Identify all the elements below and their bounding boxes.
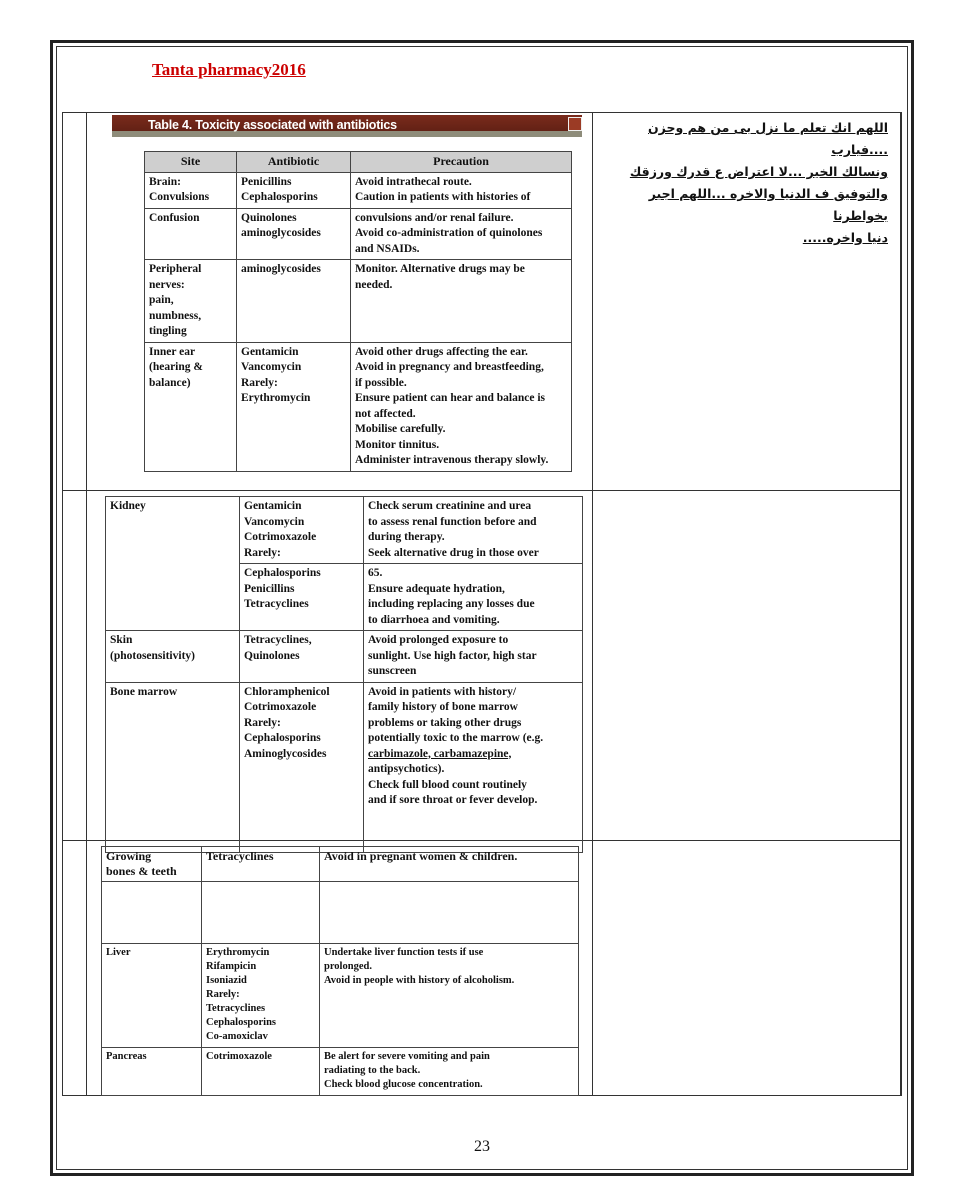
cell-line: Vancomycin <box>244 515 305 528</box>
cell-line: Peripheral <box>149 263 202 275</box>
arabic-prayer-note <box>596 117 888 249</box>
cell-line: Check serum creatinine and urea <box>368 500 532 512</box>
cell-precaution <box>364 497 583 564</box>
cell-line: Mobilise carefully. <box>355 423 446 435</box>
arabic-line: والتوفيق ف الدنيا والاخره ...اللهم اجبر بخواطرنا <box>648 186 888 223</box>
cell-antibiotic <box>237 208 351 260</box>
cell-precaution <box>320 1048 579 1096</box>
cell-precaution <box>364 564 583 631</box>
cell-antibiotic <box>202 882 320 944</box>
cell-site <box>102 882 202 944</box>
cell-line: Monitor tinnitus. <box>355 438 440 451</box>
cell-line: Ensure adequate hydration, <box>368 582 505 595</box>
cell-site <box>106 497 240 564</box>
cell-precaution <box>320 944 579 1048</box>
cell-line: Avoid in pregnancy and breastfeeding, <box>355 361 544 373</box>
cell-antibiotic <box>237 172 351 208</box>
cell-line: Rarely: <box>241 376 278 389</box>
cell-site <box>106 564 240 631</box>
table-row <box>106 497 583 564</box>
cell-line: Co-amoxiclav <box>206 1031 268 1042</box>
cell-line: pain, <box>149 294 174 306</box>
cell-precaution <box>351 260 572 343</box>
cell-line: (hearing & <box>149 361 203 373</box>
cell-line: potentially toxic to the marrow (e.g. <box>368 732 544 744</box>
table-header-row <box>145 152 572 173</box>
cell-line: Cotrimoxazole <box>244 531 317 543</box>
cell-precaution <box>320 847 579 882</box>
cell-line: including replacing any losses due <box>368 598 535 610</box>
cell-line: Bone marrow <box>110 685 178 698</box>
cell-line: Gentamicin <box>241 345 299 358</box>
divider-vertical-right <box>592 112 593 1096</box>
cell-line: Rarely: <box>244 716 281 729</box>
cell-antibiotic <box>202 944 320 1048</box>
divider-top <box>62 112 902 113</box>
cell-line: antipsychotics). <box>368 763 445 775</box>
cell-precaution <box>351 172 572 208</box>
cell-line: Tetracyclines <box>206 1003 266 1014</box>
cell-line: to assess renal function before and <box>368 515 537 528</box>
cell-precaution <box>351 208 572 260</box>
cell-site <box>145 172 237 208</box>
cell-line: Vancomycin <box>241 361 302 373</box>
header-antibiotic: Antibiotic <box>237 152 351 173</box>
divider-vertical-edge <box>900 112 901 1096</box>
cell-site <box>145 260 237 343</box>
cell-line: during therapy. <box>368 531 445 543</box>
cell-line: and NSAIDs. <box>355 242 420 255</box>
cell-line: Administer intravenous therapy slowly. <box>355 454 549 466</box>
cell-site <box>145 208 237 260</box>
cell-line: Liver <box>106 947 131 958</box>
table-row <box>102 944 579 1048</box>
cell-line: Cephalosporins <box>241 191 318 203</box>
header-site: Site <box>145 152 237 173</box>
table-row <box>102 1048 579 1096</box>
cell-line: Pancreas <box>106 1051 147 1062</box>
cell-line: aminoglycosides <box>241 227 321 239</box>
cell-precaution <box>364 631 583 683</box>
cell-line: Inner ear <box>149 345 196 358</box>
page-header-title: Tanta pharmacy2016 <box>152 60 306 79</box>
cell-line: Chloramphenicol <box>244 685 330 698</box>
cell-line: sunlight. Use high factor, high star <box>368 649 537 662</box>
cell-line: Cotrimoxazole <box>206 1051 272 1062</box>
arabic-line: دنيا واخره..... <box>802 230 888 245</box>
cell-line: Avoid other drugs affecting the ear. <box>355 345 528 358</box>
cell-line: Avoid intrathecal route. <box>355 175 472 188</box>
cell-line: nerves: <box>149 278 185 291</box>
page-number: 23 <box>474 1138 490 1155</box>
table4-toxicity <box>144 151 572 472</box>
cell-line: Avoid prolonged exposure to <box>368 634 509 646</box>
header-precaution: Precaution <box>351 152 572 173</box>
table-row <box>106 564 583 631</box>
cell-antibiotic <box>237 260 351 343</box>
cell-antibiotic <box>202 847 320 882</box>
cell-line: 65. <box>368 567 383 579</box>
cell-line: Undertake liver function tests if use <box>324 947 484 958</box>
table5-toxicity-continued <box>105 496 583 853</box>
cell-line: Rifampicin <box>206 961 257 972</box>
table-row <box>145 172 572 208</box>
cell-line: family history of bone marrow <box>368 701 518 713</box>
banner-square-decoration <box>568 117 582 131</box>
cell-line: not affected. <box>355 407 416 420</box>
cell-line: Be alert for severe vomiting and pain <box>324 1051 490 1062</box>
cell-line: Erythromycin <box>206 947 270 958</box>
cell-line: Quinolones <box>244 649 300 662</box>
arabic-line: اللهم انك تعلم ما نزل بى من هم وحزن ....فيارب <box>648 120 888 157</box>
cell-antibiotic <box>202 1048 320 1096</box>
cell-line: Avoid co-administration of quinolones <box>355 227 543 239</box>
cell-line: Rarely: <box>244 546 281 559</box>
cell-line: Penicillins <box>241 175 292 188</box>
cell-line: Cephalosporins <box>206 1017 277 1028</box>
table-row <box>102 882 579 944</box>
cell-line: Check blood glucose concentration. <box>324 1079 483 1090</box>
cell-antibiotic <box>237 342 351 471</box>
cell-line: Check full blood count routinely <box>368 778 527 791</box>
cell-line: radiating to the back. <box>324 1065 421 1076</box>
arabic-line: ونسالك الخير ...لا اعتراض ع قدرك ورزقك <box>629 164 888 179</box>
cell-line: Gentamicin <box>244 500 302 512</box>
cell-line: Tetracyclines <box>244 598 309 610</box>
cell-precaution <box>351 342 572 471</box>
cell-line: convulsions and/or renal failure. <box>355 211 514 224</box>
cell-line: tingling <box>149 325 187 337</box>
cell-line: Isoniazid <box>206 975 247 986</box>
cell-line: Cephalosporins <box>244 567 321 579</box>
cell-line: Quinolones <box>241 211 297 224</box>
cell-line: Avoid in pregnant women & children. <box>324 849 518 863</box>
divider-vertical-left <box>86 112 87 1096</box>
cell-line: Skin <box>110 634 133 646</box>
cell-line: and if sore throat or fever develop. <box>368 794 538 806</box>
table-row <box>145 208 572 260</box>
cell-line: numbness, <box>149 309 202 322</box>
cell-line: Penicillins <box>244 582 295 595</box>
table-row <box>102 847 579 882</box>
cell-site <box>102 847 202 882</box>
cell-line: Aminoglycosides <box>244 747 327 760</box>
cell-line: Ensure patient can hear and balance is <box>355 392 545 404</box>
cell-site <box>102 1048 202 1096</box>
cell-line: sunscreen <box>368 665 417 677</box>
cell-line: to diarrhoea and vomiting. <box>368 613 500 626</box>
cell-line: problems or taking other drugs <box>368 716 522 729</box>
table-row <box>145 260 572 343</box>
cell-line: balance) <box>149 376 191 389</box>
cell-line: carbimazole, carbamazepine, <box>368 747 512 760</box>
cell-line: Avoid in people with history of alcoholism. <box>324 975 515 986</box>
cell-line: Kidney <box>110 500 146 512</box>
cell-line: Monitor. Alternative drugs may be <box>355 263 525 275</box>
cell-line: Confusion <box>149 211 200 224</box>
cell-line: needed. <box>355 278 393 291</box>
cell-antibiotic <box>240 497 364 564</box>
table-row <box>106 682 583 852</box>
table4-title: Table 4. Toxicity associated with antibiotics <box>148 118 397 132</box>
cell-site <box>106 682 240 852</box>
cell-line: Cephalosporins <box>244 732 321 744</box>
cell-site <box>106 631 240 683</box>
divider-row-1 <box>62 490 902 491</box>
cell-antibiotic <box>240 682 364 852</box>
cell-line: Tetracyclines, <box>244 634 312 646</box>
table-row <box>145 342 572 471</box>
cell-line: Tetracyclines <box>206 849 274 863</box>
cell-line: if possible. <box>355 376 407 389</box>
cell-antibiotic <box>240 564 364 631</box>
cell-antibiotic <box>240 631 364 683</box>
cell-line: Cotrimoxazole <box>244 701 317 713</box>
cell-line: Seek alternative drug in those over <box>368 546 539 559</box>
cell-line: Erythromycin <box>241 392 311 404</box>
cell-site <box>102 944 202 1048</box>
cell-line: Growing <box>106 849 152 863</box>
cell-site <box>145 342 237 471</box>
cell-line: Caution in patients with histories of <box>355 191 531 203</box>
table-row <box>106 631 583 683</box>
cell-line: Convulsions <box>149 191 210 203</box>
cell-line: bones & teeth <box>106 864 177 878</box>
cell-line: Avoid in patients with history/ <box>368 685 517 698</box>
cell-line: (photosensitivity) <box>110 649 195 662</box>
cell-line: aminoglycosides <box>241 263 321 275</box>
cell-line: Brain: <box>149 175 181 188</box>
cell-line: Rarely: <box>206 989 240 1000</box>
table6-toxicity-continued <box>101 846 579 1096</box>
cell-precaution <box>364 682 583 852</box>
cell-precaution <box>320 882 579 944</box>
cell-line: prolonged. <box>324 961 372 972</box>
